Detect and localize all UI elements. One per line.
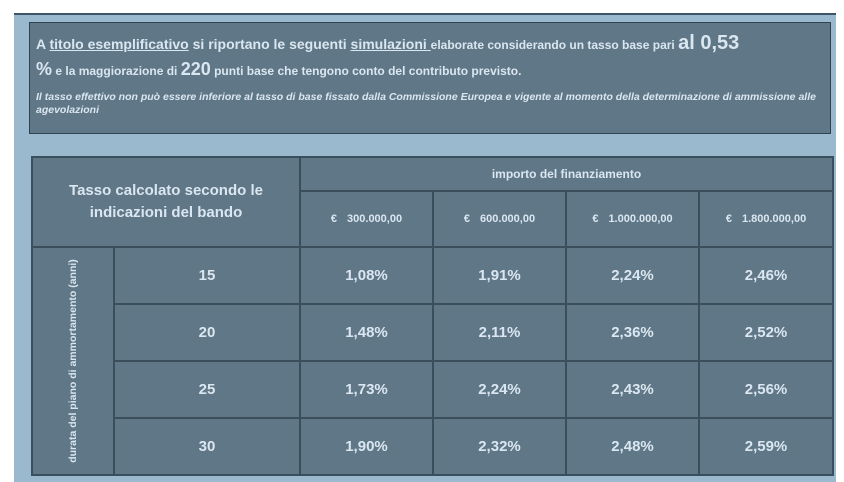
intro-text: si riportano le seguenti bbox=[188, 36, 351, 52]
duration-cell: 20 bbox=[114, 304, 300, 361]
intro-text-underlined: titolo esemplificativo bbox=[49, 36, 189, 52]
rate-cell: 2,43% bbox=[566, 361, 699, 418]
rate-cell: 1,48% bbox=[300, 304, 433, 361]
row-axis-label: durata del piano di ammortamento (anni) bbox=[67, 259, 79, 463]
amount-header: € 1.800.000,00 bbox=[699, 191, 833, 247]
intro-text: A bbox=[36, 36, 50, 52]
base-rate-value: al 0,53 bbox=[678, 32, 740, 54]
simulation-table bbox=[31, 156, 834, 476]
rate-cell: 1,73% bbox=[300, 361, 433, 418]
rate-cell: 2,32% bbox=[433, 418, 566, 475]
intro-line-1 bbox=[36, 31, 824, 57]
rate-cell: 2,46% bbox=[699, 247, 833, 304]
rate-cell: 2,52% bbox=[699, 304, 833, 361]
corner-header: Tasso calcolato secondo le indicazioni del bando bbox=[32, 157, 300, 247]
rate-cell: 2,24% bbox=[433, 361, 566, 418]
rate-cell: 2,24% bbox=[566, 247, 699, 304]
intro-line-2 bbox=[36, 57, 824, 83]
rate-cell: 1,90% bbox=[300, 418, 433, 475]
amount-header: € 300.000,00 bbox=[300, 191, 433, 247]
spread-value: 220 bbox=[180, 59, 211, 79]
amount-header: € 600.000,00 bbox=[433, 191, 566, 247]
intro-text-underlined: simulazioni bbox=[350, 36, 431, 52]
intro-text: elaborate considerando un tasso base pari bbox=[430, 38, 679, 52]
rate-cell: 1,08% bbox=[300, 247, 433, 304]
rate-cell: 2,56% bbox=[699, 361, 833, 418]
group-header: importo del finanziamento bbox=[300, 157, 833, 191]
duration-cell: 25 bbox=[114, 361, 300, 418]
intro-note: Il tasso effettivo non può essere inferiore al tasso di base fissato dalla Commissione Europea e vigente al momento della determinazione di ammissione alle agevolazioni bbox=[36, 91, 816, 116]
duration-cell: 15 bbox=[114, 247, 300, 304]
amount-header: € 1.000.000,00 bbox=[566, 191, 699, 247]
rate-cell: 2,59% bbox=[699, 418, 833, 475]
duration-cell: 30 bbox=[114, 418, 300, 475]
base-rate-percent: % bbox=[36, 59, 53, 79]
intro-text: e la maggiorazione di bbox=[52, 64, 181, 78]
rate-cell: 2,36% bbox=[566, 304, 699, 361]
intro-text: punti base che tengono conto del contributo previsto. bbox=[210, 64, 522, 78]
rate-cell: 2,11% bbox=[433, 304, 566, 361]
row-axis-label-cell bbox=[32, 247, 114, 475]
rate-cell: 1,91% bbox=[433, 247, 566, 304]
rate-cell: 2,48% bbox=[566, 418, 699, 475]
intro-box bbox=[29, 22, 831, 134]
